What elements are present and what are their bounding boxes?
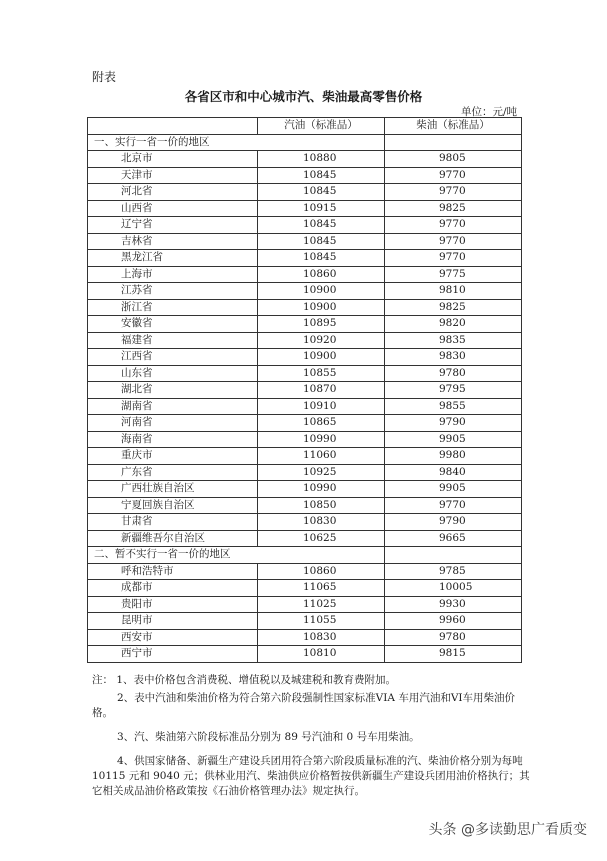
header-diesel: 柴油（标准品） [385, 118, 522, 135]
table-row [88, 167, 522, 184]
gasoline-cell: 10860 [258, 266, 385, 283]
gasoline-cell: 10860 [258, 563, 385, 580]
gasoline-cell: 10830 [258, 629, 385, 646]
diesel-cell: 9905 [385, 431, 522, 448]
region-cell: 上海市 [88, 266, 258, 283]
diesel-cell: 9785 [385, 563, 522, 580]
region-cell: 天津市 [88, 167, 258, 184]
gasoline-cell: 10845 [258, 167, 385, 184]
gasoline-cell: 10870 [258, 382, 385, 399]
section-row [88, 134, 522, 151]
region-cell: 江西省 [88, 349, 258, 366]
diesel-cell: 9665 [385, 530, 522, 547]
diesel-cell: 9930 [385, 596, 522, 613]
diesel-cell: 9810 [385, 283, 522, 300]
table-row [88, 563, 522, 580]
table-row [88, 596, 522, 613]
region-cell: 甘肃省 [88, 514, 258, 531]
diesel-cell: 9770 [385, 167, 522, 184]
table-row [88, 365, 522, 382]
table-row [88, 250, 522, 267]
region-cell: 湖南省 [88, 398, 258, 415]
region-cell: 贵阳市 [88, 596, 258, 613]
region-cell: 新疆维吾尔自治区 [88, 530, 258, 547]
table-row [88, 431, 522, 448]
region-cell: 北京市 [88, 151, 258, 168]
note-1: 注： 1、表中价格包含消费税、增值税以及城建税和教育费附加。 [92, 674, 397, 686]
gasoline-cell: 10845 [258, 184, 385, 201]
table-row [88, 217, 522, 234]
diesel-cell: 9780 [385, 629, 522, 646]
region-cell: 西安市 [88, 629, 258, 646]
region-cell: 山东省 [88, 365, 258, 382]
blank-cell [258, 134, 385, 151]
region-cell: 吉林省 [88, 233, 258, 250]
region-cell: 广西壮族自治区 [88, 481, 258, 498]
region-cell: 成都市 [88, 580, 258, 597]
gasoline-cell: 11055 [258, 613, 385, 630]
section-label: 一、实行一省一价的地区 [88, 134, 258, 151]
region-cell: 湖北省 [88, 382, 258, 399]
region-cell: 昆明市 [88, 613, 258, 630]
gasoline-cell: 10880 [258, 151, 385, 168]
table-row [88, 646, 522, 663]
diesel-cell: 9795 [385, 382, 522, 399]
blank-cell [258, 547, 385, 564]
gasoline-cell: 11065 [258, 580, 385, 597]
diesel-cell: 9855 [385, 398, 522, 415]
diesel-cell: 9830 [385, 349, 522, 366]
table-row [88, 316, 522, 333]
gasoline-cell: 10845 [258, 233, 385, 250]
diesel-cell: 10005 [385, 580, 522, 597]
unit-label: 单位：元/吨 [460, 106, 517, 118]
table-row [88, 514, 522, 531]
gasoline-cell: 10925 [258, 464, 385, 481]
table-row [88, 497, 522, 514]
table-row [88, 448, 522, 465]
diesel-cell: 9770 [385, 217, 522, 234]
gasoline-cell: 10855 [258, 365, 385, 382]
diesel-cell: 9790 [385, 514, 522, 531]
diesel-cell: 9820 [385, 316, 522, 333]
section-label: 二、暂不实行一省一价的地区 [88, 547, 258, 564]
diesel-cell: 9840 [385, 464, 522, 481]
gasoline-cell: 10845 [258, 217, 385, 234]
region-cell: 浙江省 [88, 299, 258, 316]
diesel-cell: 9835 [385, 332, 522, 349]
note-2: 2、表中汽油和柴油价格为符合第六阶段强制性国家标准VIA 车用汽油和VI车用柴油价格。 [92, 692, 516, 719]
region-cell: 黑龙江省 [88, 250, 258, 267]
table-row [88, 481, 522, 498]
watermark: 头条 @多读勤思广看质变 [428, 822, 587, 838]
region-cell: 西宁市 [88, 646, 258, 663]
region-cell: 福建省 [88, 332, 258, 349]
diesel-cell: 9770 [385, 233, 522, 250]
diesel-cell: 9805 [385, 151, 522, 168]
region-cell: 广东省 [88, 464, 258, 481]
page-title: 各省区市和中心城市汽、柴油最高零售价格 [184, 89, 423, 104]
region-cell: 安徽省 [88, 316, 258, 333]
table-row [88, 151, 522, 168]
table-row [88, 283, 522, 300]
table-row [88, 200, 522, 217]
table-row [88, 184, 522, 201]
region-cell: 山西省 [88, 200, 258, 217]
table-row [88, 382, 522, 399]
table-header-row [88, 118, 522, 135]
table-row [88, 580, 522, 597]
gasoline-cell: 10910 [258, 398, 385, 415]
table-row [88, 398, 522, 415]
table-row [88, 613, 522, 630]
note-4: 4、供国家储备、新疆生产建设兵团用符合第六阶段质量标准的汽、柴油价格分别为每吨 10115 元和 9040 元；供林业用汽、柴油供应价格暂按供新疆生产建设兵团用油价格执行；其它相关成品油价格政策按《石油价格管理办法》规定执行。 [92, 755, 530, 797]
gasoline-cell: 10845 [258, 250, 385, 267]
table-row [88, 299, 522, 316]
region-cell: 海南省 [88, 431, 258, 448]
gasoline-cell: 10810 [258, 646, 385, 663]
diesel-cell: 9980 [385, 448, 522, 465]
gasoline-cell: 10900 [258, 349, 385, 366]
region-cell: 河南省 [88, 415, 258, 432]
gasoline-cell: 10865 [258, 415, 385, 432]
gasoline-cell: 10625 [258, 530, 385, 547]
region-cell: 呼和浩特市 [88, 563, 258, 580]
gasoline-cell: 10990 [258, 481, 385, 498]
table-row [88, 530, 522, 547]
table-row [88, 266, 522, 283]
diesel-cell: 9790 [385, 415, 522, 432]
diesel-cell: 9905 [385, 481, 522, 498]
blank-cell [385, 547, 522, 564]
diesel-cell: 9770 [385, 250, 522, 267]
table-row [88, 349, 522, 366]
attachment-label: 附表 [92, 70, 117, 84]
header-region [88, 118, 258, 135]
region-cell: 重庆市 [88, 448, 258, 465]
diesel-cell: 9825 [385, 200, 522, 217]
table-row [88, 464, 522, 481]
diesel-cell: 9780 [385, 365, 522, 382]
gasoline-cell: 10850 [258, 497, 385, 514]
diesel-cell: 9960 [385, 613, 522, 630]
gasoline-cell: 11060 [258, 448, 385, 465]
diesel-cell: 9825 [385, 299, 522, 316]
header-gasoline: 汽油（标准品） [258, 118, 385, 135]
diesel-cell: 9815 [385, 646, 522, 663]
price-table [87, 117, 522, 663]
region-cell: 宁夏回族自治区 [88, 497, 258, 514]
gasoline-cell: 10900 [258, 283, 385, 300]
section-row [88, 547, 522, 564]
diesel-cell: 9770 [385, 497, 522, 514]
gasoline-cell: 11025 [258, 596, 385, 613]
region-cell: 河北省 [88, 184, 258, 201]
gasoline-cell: 10915 [258, 200, 385, 217]
gasoline-cell: 10895 [258, 316, 385, 333]
gasoline-cell: 10990 [258, 431, 385, 448]
region-cell: 辽宁省 [88, 217, 258, 234]
note-3: 3、汽、柴油第六阶段标准品分别为 89 号汽油和 0 号车用柴油。 [117, 731, 420, 743]
table-row [88, 233, 522, 250]
blank-cell [385, 134, 522, 151]
gasoline-cell: 10920 [258, 332, 385, 349]
table-row [88, 332, 522, 349]
notes [92, 673, 532, 799]
region-cell: 江苏省 [88, 283, 258, 300]
table-row [88, 629, 522, 646]
gasoline-cell: 10900 [258, 299, 385, 316]
gasoline-cell: 10830 [258, 514, 385, 531]
diesel-cell: 9770 [385, 184, 522, 201]
diesel-cell: 9775 [385, 266, 522, 283]
table-row [88, 415, 522, 432]
